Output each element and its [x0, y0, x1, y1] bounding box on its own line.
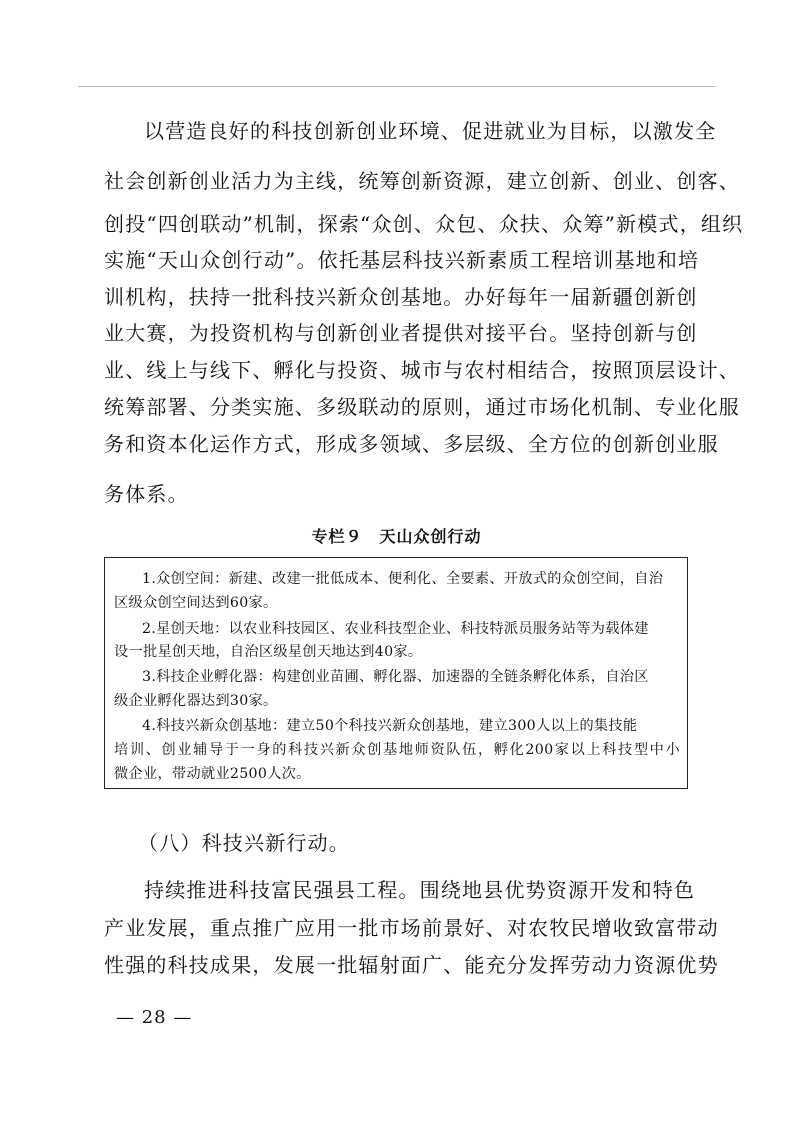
box-line: 2.星创天地：以农业科技园区、农业科技型企业、科技特派员服务站等为载体建 [142, 621, 649, 637]
box-title: 专栏９ 天山众创行动 [311, 527, 482, 546]
page-number: — 28 — [116, 1007, 193, 1028]
paragraph-line: 训机构，扶持一批科技兴新众创基地。办好每年一届新疆创新创 [104, 285, 698, 309]
paragraph-line: 务体系。 [104, 482, 189, 506]
header-rule [78, 86, 715, 87]
paragraph-line: 持续推进科技富民强县工程。围绕地县优势资源开发和特色 [144, 878, 696, 902]
paragraph-line: 创投“四创联动”机制，探索“众创、众包、众扶、众筹”新模式，组织 [104, 212, 744, 236]
paragraph-line: 产业发展，重点推广应用一批市场前景好、对农牧民增收致富带动 [104, 916, 719, 940]
box-line: 级企业孵化器达到30家。 [114, 693, 278, 709]
paragraph-line: 性强的科技成果，发展一批辐射面广、能充分发挥劳动力资源优势 [104, 953, 719, 977]
box-line: 设一批星创天地，自治区级星创天地达到40家。 [114, 644, 423, 660]
box-line: 1.众创空间：新建、改建一批低成本、便利化、全要素、开放式的众创空间，自治 [142, 571, 664, 587]
paragraph-line: 以营造良好的科技创新创业环境、促进就业为目标，以激发全 [144, 119, 717, 143]
box-line: 微企业，带动就业2500人次。 [114, 766, 311, 782]
box-line: 4.科技兴新众创基地：建立50个科技兴新众创基地，建立300人以上的集技能 [142, 718, 638, 734]
paragraph-line: 社会创新创业活力为主线，统筹创新资源，建立创新、创业、创客、 [104, 169, 740, 193]
paragraph-line: 业、线上与线下、孵化与投资、城市与农村相结合，按照顶层设计、 [104, 358, 740, 382]
box-line: 培训、创业辅导于一身的科技兴新众创基地师资队伍，孵化200家以上科技型中小 [114, 742, 680, 758]
box-line: 3.科技企业孵化器：构建创业苗圃、孵化器、加速器的全链条孵化体系，自治区 [142, 669, 649, 685]
paragraph-line: 统筹部署、分类实施、多级联动的原则，通过市场化机制、专业化服 [104, 395, 740, 419]
paragraph-line: 务和资本化运作方式，形成多领域、多层级、全方位的创新创业服 [104, 432, 719, 456]
box-line: 区级众创空间达到60家。 [114, 595, 278, 611]
paragraph-line: 实施“天山众创行动”。依托基层科技兴新素质工程培训基地和培 [104, 248, 700, 272]
section-heading: （八）科技兴新行动。 [138, 831, 350, 855]
paragraph-line: 业大赛，为投资机构与创新创业者提供对接平台。坚持创新与创 [104, 321, 698, 345]
feature-box [104, 557, 688, 789]
